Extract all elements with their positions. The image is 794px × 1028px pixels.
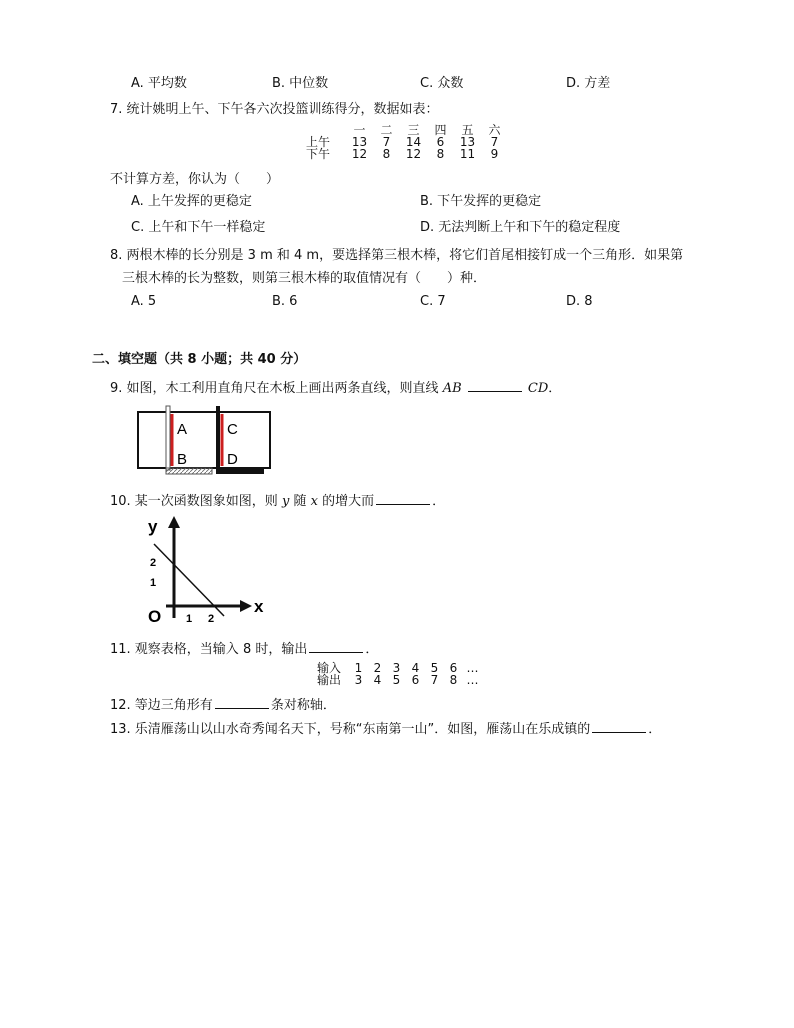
table-row — [317, 674, 482, 686]
q11-answer-blank — [309, 640, 363, 653]
q7-header-3: 三 — [407, 123, 420, 137]
table-cell: 6 — [449, 661, 458, 675]
table-cell: 11 — [459, 147, 476, 161]
table-cell: 2 — [373, 661, 382, 675]
table-cell: 7 — [430, 673, 439, 687]
q8-option-b: B. 6 — [272, 294, 298, 309]
wooden-board — [138, 412, 270, 468]
q7-prompt — [110, 172, 279, 188]
table-cell: 5 — [430, 661, 439, 675]
origin-label: O — [148, 607, 162, 626]
q7-header-2: 二 — [380, 123, 393, 137]
table-cell: 12 — [405, 147, 422, 161]
table-cell: 3 — [392, 661, 401, 675]
label-d: D — [227, 451, 238, 468]
q6-option-d: D. 方差 — [566, 76, 611, 91]
q6-option-b: B. 中位数 — [272, 76, 329, 91]
q7-prompt-pre: 不计算方差，你认为（ — [110, 172, 241, 187]
table-cell: 12 — [351, 147, 368, 161]
table-cell: 7 — [490, 135, 499, 149]
q13-stem — [110, 720, 661, 738]
y-tick-1: 1 — [150, 577, 157, 589]
q6-option-c: C. 众数 — [420, 76, 464, 91]
q8-line1: 8. 两根木棒的长分别是 3 m 和 4 m，要选择第三根木棒，将它们首尾相接钉成一个三角形．如果第 — [110, 248, 684, 263]
q7-row-label-am: 上午 — [306, 135, 331, 149]
q11-row-label-input: 输入 — [317, 661, 342, 675]
table-cell: 7 — [382, 135, 391, 149]
q7-option-c: C. 上午和下午一样稳定 — [131, 220, 266, 235]
x-axis-label: x — [254, 597, 264, 616]
y-tick-2: 2 — [150, 557, 157, 569]
q9-post: ． — [548, 381, 562, 396]
table-cell: 3 — [354, 673, 363, 687]
q9-stem — [110, 379, 561, 397]
table-row — [306, 148, 508, 160]
q8-option-c: C. 7 — [420, 294, 446, 309]
q10-pre: 10. 某一次函数图象如图，则 — [110, 494, 278, 509]
table-cell: 8 — [436, 147, 445, 161]
q11-stem — [110, 640, 378, 658]
x-axis-arrow-icon — [240, 600, 252, 612]
table-cell: 13 — [351, 135, 368, 149]
label-a: A — [177, 421, 188, 438]
table-cell: 13 — [459, 135, 476, 149]
q7-header-4: 四 — [434, 123, 447, 137]
q7-option-b: B. 下午发挥的更稳定 — [420, 194, 542, 209]
q9-line-cd: CD — [527, 381, 549, 396]
q7-option-d: D. 无法判断上午和下午的稳定程度 — [420, 220, 621, 235]
q7-option-a: A. 上午发挥的更稳定 — [131, 194, 252, 209]
q8-option-a: A. 5 — [131, 294, 157, 309]
q12-stem — [110, 696, 336, 714]
q9-pre: 9. 如图，木工利用直角尺在木板上画出两条直线，则直线 — [110, 381, 439, 396]
x-tick-1: 1 — [186, 613, 193, 625]
table-cell: … — [466, 661, 479, 675]
q7-stem: 7. 统计姚明上午、下午各六次投篮训练得分，数据如表： — [110, 102, 439, 117]
table-cell: 4 — [411, 661, 420, 675]
q12-pre: 12. 等边三角形有 — [110, 698, 213, 713]
q8-option-d: D. 8 — [566, 294, 593, 309]
q10-mid1: 随 — [293, 494, 307, 509]
table-cell: 14 — [405, 135, 422, 149]
table-cell: 1 — [354, 661, 363, 675]
q11-post: ． — [365, 642, 379, 657]
q11-pre: 11. 观察表格，当输入 8 时，输出 — [110, 642, 308, 657]
q7-row-label-pm: 下午 — [306, 147, 331, 161]
q7-header-1: 一 — [353, 123, 366, 137]
y-axis-label: y — [148, 517, 158, 536]
q11-io-table — [317, 662, 482, 686]
q10-answer-blank — [376, 492, 430, 505]
label-c: C — [227, 421, 238, 438]
q13-answer-blank — [592, 720, 646, 733]
q7-score-table — [306, 124, 508, 160]
q10-var-x: x — [310, 494, 318, 509]
label-b: B — [177, 451, 188, 468]
q8-line2 — [122, 271, 486, 287]
q7-prompt-post: ） — [266, 172, 280, 187]
q6-option-a: A. 平均数 — [131, 76, 187, 91]
table-cell: 5 — [392, 673, 401, 687]
table-cell: 8 — [449, 673, 458, 687]
q9-board-figure — [130, 404, 280, 478]
q8-line2-post: ）种． — [447, 271, 487, 286]
left-ruler-blade — [166, 406, 170, 470]
q13-pre: 13. 乐清雁荡山以山水奇秀闻名天下，号称“东南第一山”．如图，雁荡山在乐成镇的 — [110, 722, 591, 737]
q10-mid2: 的增大而 — [322, 494, 375, 509]
right-ruler-blade — [216, 406, 220, 470]
q13-post: ． — [648, 722, 662, 737]
q12-post: 条对称轴． — [270, 698, 336, 713]
q7-header-5: 五 — [461, 123, 474, 137]
q9-line-ab: AB — [442, 381, 462, 396]
q9-answer-blank — [468, 379, 522, 392]
q10-graph-figure — [140, 514, 272, 626]
table-cell: 9 — [490, 147, 499, 161]
left-ruler-base — [166, 468, 212, 474]
x-tick-2: 2 — [208, 613, 215, 625]
q12-answer-blank — [215, 696, 269, 709]
table-cell: 6 — [436, 135, 445, 149]
table-cell: … — [466, 673, 479, 687]
table-cell: 8 — [382, 147, 391, 161]
q7-header-6: 六 — [488, 123, 501, 137]
q8-line2-pre: 三根木棒的长为整数，则第三根木棒的取值情况有（ — [122, 271, 422, 286]
right-ruler-base — [216, 468, 264, 474]
q11-row-label-output: 输出 — [317, 673, 342, 687]
q10-stem — [110, 492, 445, 510]
q10-post: ． — [432, 494, 446, 509]
y-axis-arrow-icon — [168, 516, 180, 528]
section-title: 二、填空题（共 8 小题；共 40 分） — [92, 352, 307, 367]
table-cell: 6 — [411, 673, 420, 687]
table-cell: 4 — [373, 673, 382, 687]
q10-var-y: y — [281, 494, 290, 509]
